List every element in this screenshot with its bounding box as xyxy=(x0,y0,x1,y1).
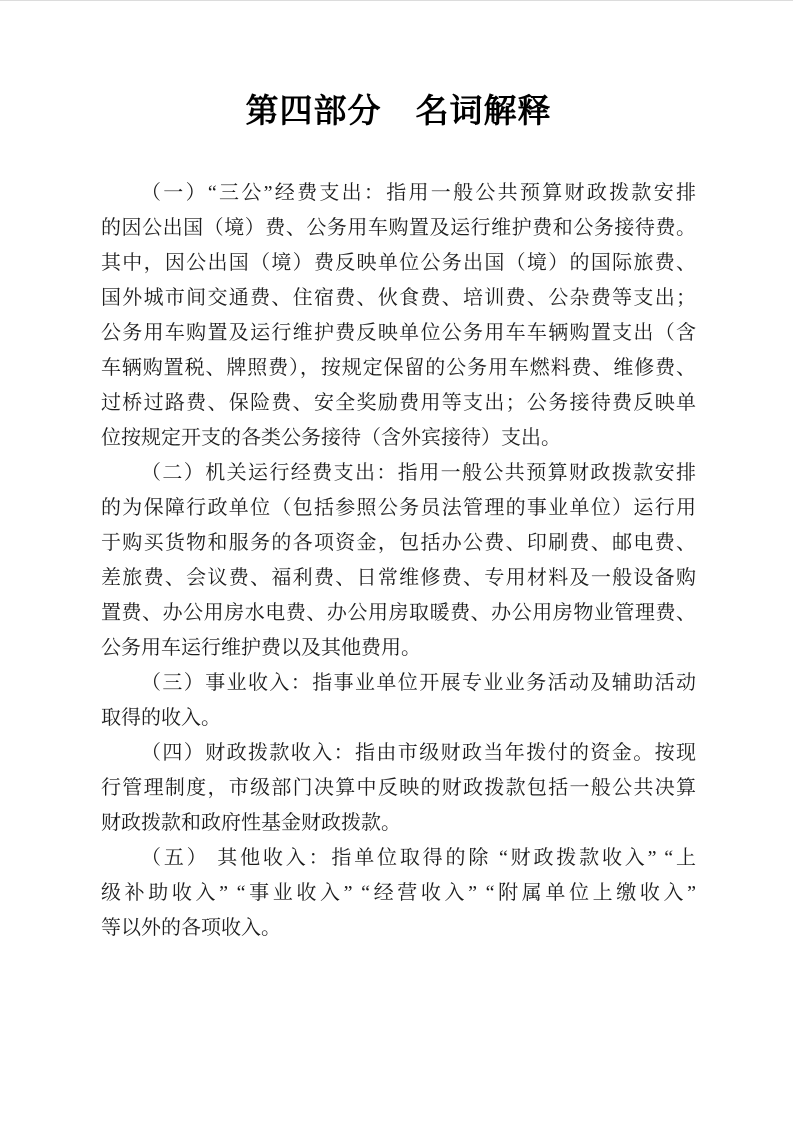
paragraph-line: （一）“三公”经费支出：指用一般公共预算财政拨款安排 xyxy=(141,182,696,204)
paragraph-line: 公务用车购置及运行维护费反映单位公务用车车辆购置支出（含 xyxy=(101,322,696,344)
page-top-edge xyxy=(0,0,793,1)
paragraph-line: 过桥过路费、保险费、安全奖励费用等支出；公务接待费反映单 xyxy=(101,392,696,414)
document-body xyxy=(101,176,696,946)
paragraph-line: （四）财政拨款收入：指由市级财政当年拨付的资金。按现 xyxy=(141,742,696,764)
paragraph xyxy=(101,456,696,666)
paragraph-line: （五） 其他收入：指单位取得的除 “财政拨款收入” “上 xyxy=(141,847,696,869)
paragraph-line: 的为保障行政单位（包括参照公务员法管理的事业单位）运行用 xyxy=(101,497,696,519)
paragraph-line: 于购买货物和服务的各项资金，包括办公费、印刷费、邮电费、 xyxy=(101,532,696,554)
paragraph-line: 国外城市间交通费、住宿费、伙食费、培训费、公杂费等支出； xyxy=(101,287,696,309)
paragraph-line: 取得的收入。 xyxy=(101,707,221,729)
paragraph xyxy=(101,176,696,456)
paragraph-line: 差旅费、会议费、福利费、日常维修费、专用材料及一般设备购 xyxy=(101,567,696,589)
paragraph xyxy=(101,841,696,946)
paragraph-line: 级补助收入” “事业收入” “经营收入” “附属单位上缴收入” xyxy=(101,882,696,904)
paragraph-line: 置费、办公用房水电费、办公用房取暖费、办公用房物业管理费、 xyxy=(101,602,696,624)
paragraph-line: 其中，因公出国（境）费反映单位公务出国（境）的国际旅费、 xyxy=(101,252,696,274)
paragraph-line: 车辆购置税、牌照费），按规定保留的公务用车燃料费、维修费、 xyxy=(101,357,696,379)
paragraph-line: 公务用车运行维护费以及其他费用。 xyxy=(101,637,421,659)
paragraph-line: 位按规定开支的各类公务接待（含外宾接待）支出。 xyxy=(101,427,561,449)
paragraph-line: 财政拨款和政府性基金财政拨款。 xyxy=(101,812,401,834)
paragraph-line: 行管理制度，市级部门决算中反映的财政拨款包括一般公共决算 xyxy=(101,777,696,799)
paragraph xyxy=(101,666,696,736)
paragraph-line: （三）事业收入：指事业单位开展专业业务活动及辅助活动 xyxy=(141,672,696,694)
paragraph-line: （二）机关运行经费支出：指用一般公共预算财政拨款安排 xyxy=(141,462,696,484)
paragraph-line: 的因公出国（境）费、公务用车购置及运行维护费和公务接待费。 xyxy=(101,217,696,239)
paragraph xyxy=(101,736,696,841)
paragraph-line: 等以外的各项收入。 xyxy=(101,917,281,939)
page-title: 第四部分 名词解释 xyxy=(245,92,552,129)
